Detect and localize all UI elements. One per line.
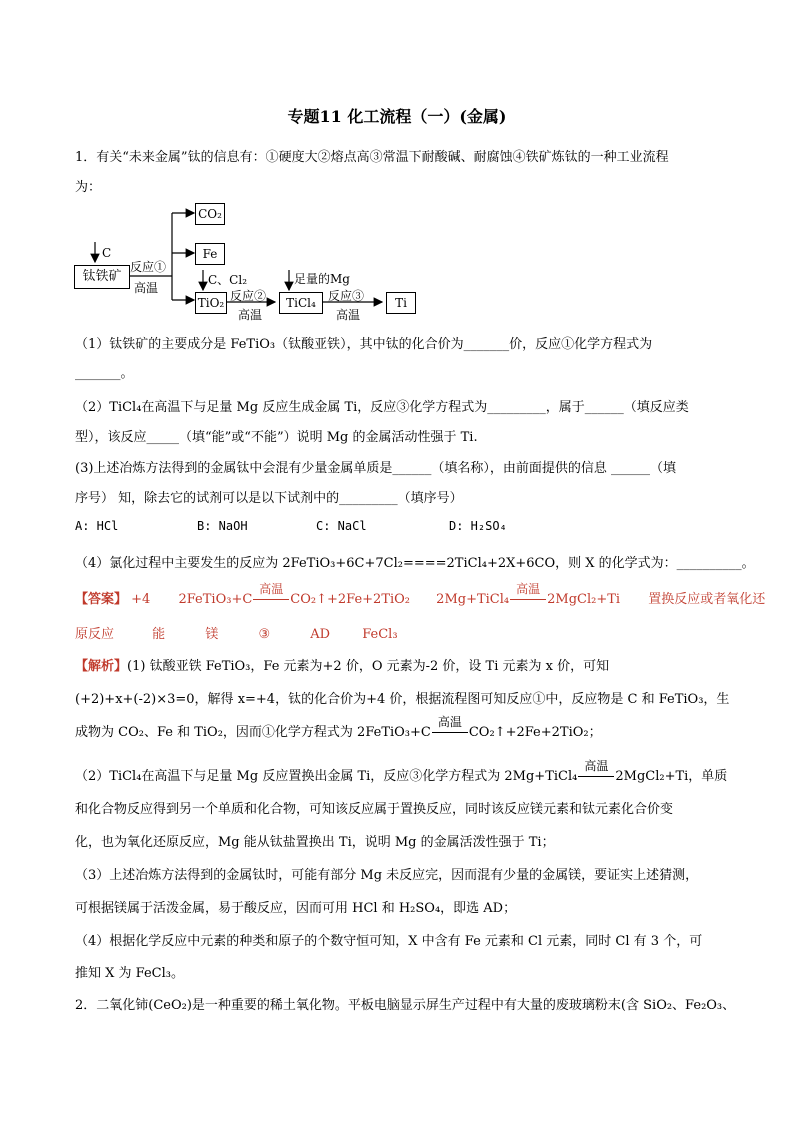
analysis-line3: 成物为 CO₂、Fe 和 TiO₂，因而①化学方程式为 2FeTiO₃+C 高温 CO₂↑+2Fe+2TiO₂； (75, 715, 602, 740)
analysis-label: 【解析】 (75, 659, 128, 674)
q2-intro: 2．二氧化铈(CeO₂)是一种重要的稀土氧化物。平板电脑显示屏生产过程中有大量的废玻璃粉末(含 SiO₂、Fe₂O₃、 (75, 998, 736, 1013)
answer-metal: 镁 (205, 627, 219, 642)
analysis-line10: 推知 X 为 FeCl₃。 (75, 966, 184, 981)
q1-part2-line1: （2）TiCl₄在高温下与足量 Mg 反应生成金属 Ti，反应③化学方程式为_________，属于______（填反应类 (75, 400, 689, 415)
answer-info-number: ③ (258, 627, 271, 642)
answer-line1 (75, 582, 766, 607)
q1-part2-line2: 型），该反应_____（填“能”或“不能”）说明 Mg 的金属活动性强于 Ti. (75, 430, 478, 445)
answer-eq2-right: 2MgCl₂+Ti (547, 592, 621, 607)
answer-line2 (75, 623, 398, 642)
answer-eq2-left: 2Mg+TiCl₄ (436, 592, 510, 607)
analysis-line8: 可根据镁属于活泼金属，易于酸反应，因而可用 HCl 和 H₂SO₄，即选 AD； (75, 901, 517, 916)
analysis-line5: 和化合物反应得到另一个单质和化合物，可知该反应属于置换反应，同时该反应镁元素和钛元素化合价变 (75, 802, 674, 817)
option-c: C: NaCl (316, 519, 367, 533)
page-title: 专题11 化工流程（一）(金属) (287, 107, 507, 126)
q1-part4: （4）氯化过程中主要发生的反应为 2FeTiO₃+6C+7Cl₂====2TiCl₄+2X+6CO，则 X 的化学式为：__________。 (75, 556, 755, 571)
option-a: A: HCl (75, 519, 119, 533)
answer-can: 能 (152, 627, 166, 642)
node-ti: Ti (386, 292, 416, 314)
analysis-line4: （2）TiCl₄在高温下与足量 Mg 反应置换出金属 Ti，反应③化学方程式为 2Mg+TiCl₄ 高温 2MgCl₂+Ti，单质 (75, 759, 728, 784)
q1-part1-line2: _______。 (75, 366, 134, 381)
answer-eq1-left: 2FeTiO₃+C (178, 592, 253, 607)
answer-reaction-type-cont: 原反应 (75, 627, 115, 642)
analysis-eq1-condition: 高温 (432, 725, 468, 740)
analysis-line2: (+2)+x+(-2)×3=0，解得 x=+4，钛的化合价为+4 价，根据流程图可知反应①中，反应物是 C 和 FeTiO₃，生 (75, 692, 730, 707)
label-high-temp2: 高温 (238, 308, 263, 322)
answer-label: 【答案】 (75, 592, 128, 607)
option-d: D: H₂SO₄ (449, 519, 507, 533)
label-c: C (102, 246, 112, 260)
label-c-cl2: C、Cl₂ (208, 273, 248, 287)
node-tio2: TiO₂ (195, 292, 227, 314)
analysis-eq2-condition: 高温 (578, 769, 614, 784)
label-high-temp3: 高温 (336, 308, 361, 322)
q1-intro-line1: 1．有关“未来金属”钛的信息有：①硬度大②熔点高③常温下耐酸碱、耐腐蚀④铁矿炼钛的一种工业流程 (75, 150, 669, 165)
label-reaction2: 反应② (230, 289, 267, 303)
answer-eq1-condition: 高温 (253, 592, 289, 607)
node-ore: 钛铁矿 (74, 265, 130, 289)
node-fe: Fe (195, 243, 225, 265)
option-b: B: NaOH (197, 519, 248, 533)
label-reaction3: 反应③ (328, 289, 365, 303)
analysis-line1: 【解析】(1) 钛酸亚铁 FeTiO₃，Fe 元素为+2 价，O 元素为-2 价，设 Ti 元素为 x 价，可知 (75, 659, 610, 674)
answer-valence: +4 (131, 592, 151, 607)
label-mg: 足量的Mg (294, 272, 350, 286)
answer-eq1-right: CO₂↑+2Fe+2TiO₂ (290, 592, 411, 607)
node-co2: CO₂ (195, 203, 225, 225)
answer-reagents: AD (310, 627, 331, 642)
q1-intro-line2: 为： (75, 180, 102, 195)
label-reaction1: 反应① (130, 260, 167, 274)
analysis-line9: （4）根据化学反应中元素的种类和原子的个数守恒可知，X 中含有 Fe 元素和 Cl 元素，同时 Cl 有 3 个，可 (75, 934, 703, 949)
node-ticl4: TiCl₄ (279, 292, 323, 314)
answer-formula: FeCl₃ (362, 627, 398, 642)
q1-part1-line1: （1）钛铁矿的主要成分是 FeTiO₃（钛酸亚铁），其中钛的化合价为_______价，反应①化学方程式为 (75, 337, 653, 352)
analysis-line7: （3）上述冶炼方法得到的金属钛时，可能有部分 Mg 未反应完，因而混有少量的金属镁，要证实上述猜测， (75, 868, 699, 883)
analysis-line6: 化，也为氧化还原反应，Mg 能从钛盐置换出 Ti，说明 Mg 的金属活泼性强于 Ti； (75, 835, 555, 850)
q1-part3-line1: (3)上述冶炼方法得到的金属钛中会混有少量金属单质是______（填名称），由前面提供的信息 ______（填 (75, 461, 677, 476)
q1-part3-line2: 序号） 知，除去它的试剂可以是以下试剂中的_________（填序号） (75, 491, 463, 506)
answer-reaction-type: 置换反应或者氧化还 (648, 592, 766, 607)
label-high-temp1: 高温 (134, 281, 159, 295)
answer-eq2-condition: 高温 (510, 592, 546, 607)
